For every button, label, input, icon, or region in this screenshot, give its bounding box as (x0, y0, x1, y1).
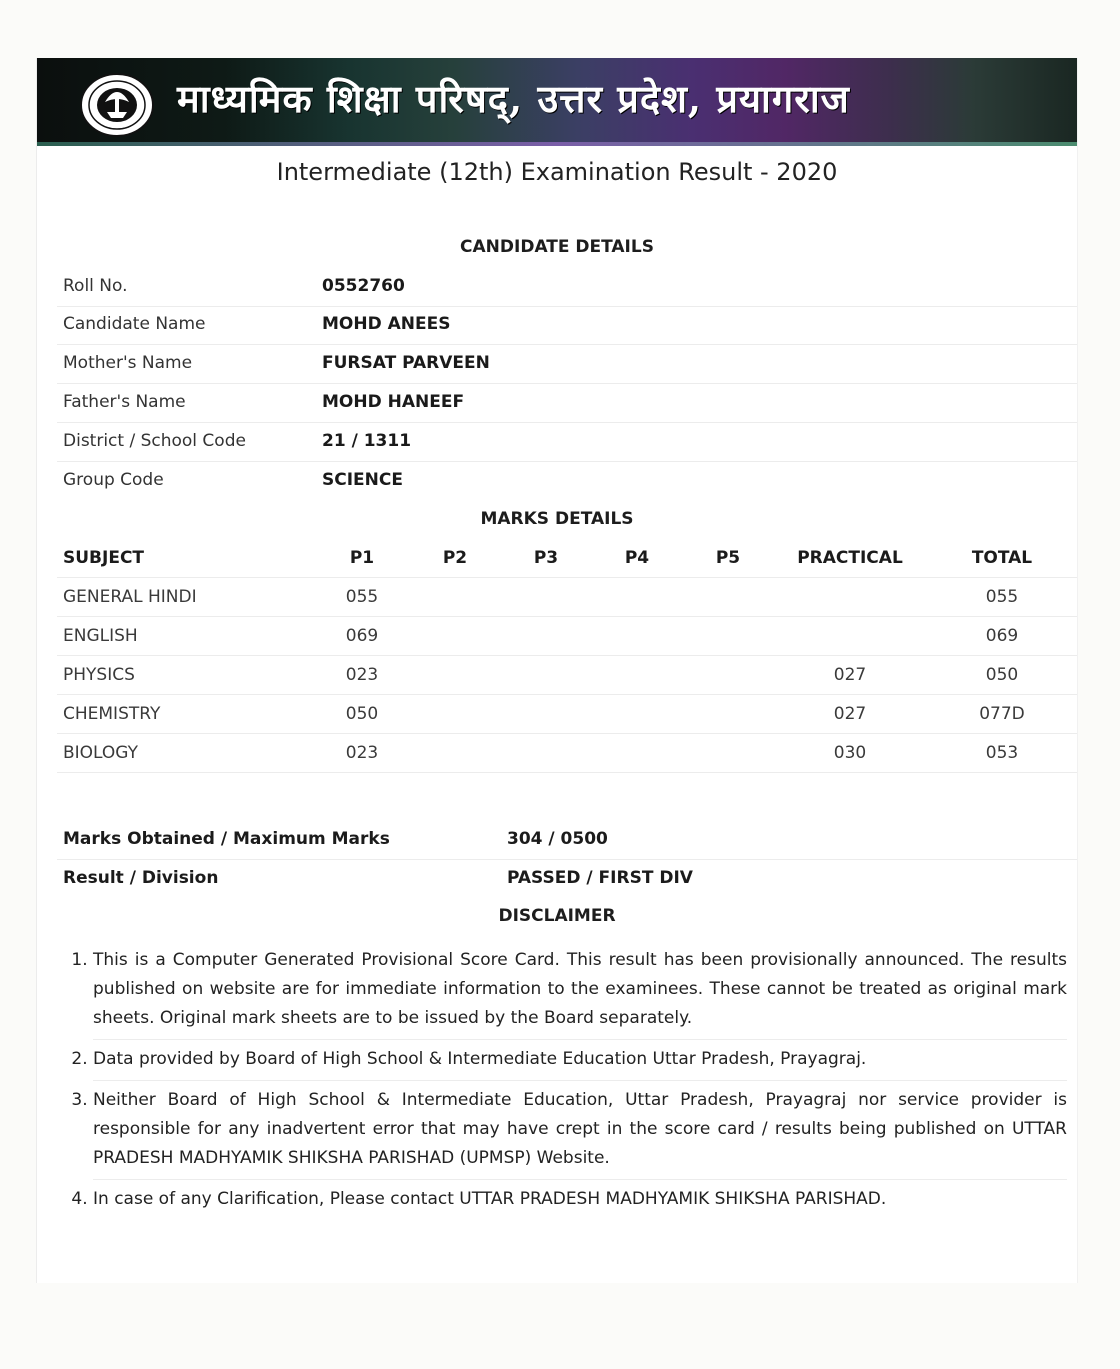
col-practical: PRACTICAL (797, 548, 903, 568)
field-value: 21 / 1311 (322, 431, 412, 451)
practical-marks: 027 (833, 665, 867, 685)
col-p1: P1 (349, 548, 375, 568)
marks-summary-value: 304 / 0500 (507, 829, 608, 849)
result-value: PASSED / FIRST DIV (507, 868, 693, 888)
p1-marks: 055 (345, 587, 379, 607)
marks-summary-row (57, 821, 1077, 860)
candidate-row-district (57, 423, 1077, 462)
disclaimer-item: 3. Neither Board of High School & Intermediate Education, Uttar Pradesh, Prayagraj nor service provider is responsible for any inadvertent error that may have crept in the score card / results being published on UTTAR PRADESH MADHYAMIK SHIKSHA PARISHAD (UPMSP) Website. (93, 1086, 1067, 1180)
candidate-row-group (57, 462, 1077, 500)
total-marks: 077D (979, 704, 1025, 724)
subject-name: ENGLISH (63, 626, 138, 646)
field-label: Candidate Name (63, 314, 206, 334)
candidate-row-name (57, 306, 1077, 345)
p1-marks: 069 (345, 626, 379, 646)
subject-name: BIOLOGY (63, 743, 139, 763)
field-label: Group Code (63, 470, 164, 490)
candidate-details-heading: CANDIDATE DETAILS (460, 237, 654, 257)
disclaimer-item: 2. Data provided by Board of High School & Intermediate Education Uttar Pradesh, Prayagraj. (93, 1045, 1067, 1081)
field-label: Mother's Name (63, 353, 193, 373)
candidate-row-mother (57, 345, 1077, 384)
exam-title: Intermediate (12th) Examination Result - 2020 (276, 158, 838, 186)
marks-summary-label: Marks Obtained / Maximum Marks (63, 829, 390, 849)
p1-marks: 050 (345, 704, 379, 724)
table-row (57, 656, 1077, 695)
total-marks: 053 (985, 743, 1019, 763)
field-value: MOHD ANEES (322, 314, 451, 334)
field-label: Roll No. (63, 276, 128, 296)
result-row (57, 860, 1077, 898)
col-p5: P5 (715, 548, 741, 568)
col-subject: SUBJECT (63, 548, 145, 568)
table-row (57, 734, 1077, 773)
total-marks: 055 (985, 587, 1019, 607)
result-label: Result / Division (63, 868, 219, 888)
board-title-hindi: माध्यमिक शिक्षा परिषद्, उत्तर प्रदेश, प्रयागराज (177, 76, 850, 121)
candidate-row-father (57, 384, 1077, 423)
candidate-row-roll (57, 268, 1077, 307)
field-label: Father's Name (63, 392, 186, 412)
result-page (36, 58, 1078, 1283)
total-marks: 069 (985, 626, 1019, 646)
field-label: District / School Code (63, 431, 246, 451)
field-value: FURSAT PARVEEN (322, 353, 490, 373)
subject-name: GENERAL HINDI (63, 587, 197, 607)
marks-header-row (57, 539, 1077, 578)
col-p3: P3 (533, 548, 559, 568)
col-total: TOTAL (971, 548, 1033, 568)
header-banner (37, 58, 1077, 146)
total-marks: 050 (985, 665, 1019, 685)
field-value: MOHD HANEEF (322, 392, 465, 412)
practical-marks: 027 (833, 704, 867, 724)
subject-name: PHYSICS (63, 665, 135, 685)
disclaimer-heading: DISCLAIMER (498, 906, 616, 926)
practical-marks: 030 (833, 743, 867, 763)
disclaimer-item: 4. In case of any Clarification, Please contact UTTAR PRADESH MADHYAMIK SHIKSHA PARISHAD. (93, 1185, 1067, 1220)
disclaimer-item: 1. This is a Computer Generated Provisional Score Card. This result has been provisionally announced. The results published on website are for immediate information to the examinees. These cannot be treated as original mark sheets. Original mark sheets are to be issued by the Board separately. (93, 946, 1067, 1040)
field-value: SCIENCE (322, 470, 403, 490)
subject-name: CHEMISTRY (63, 704, 161, 724)
field-value: 0552760 (322, 276, 405, 296)
table-row (57, 578, 1077, 617)
disclaimer-list (67, 946, 1067, 1225)
upmsp-seal-icon (79, 72, 155, 138)
table-row (57, 617, 1077, 656)
marks-details-heading: MARKS DETAILS (480, 509, 634, 529)
col-p4: P4 (624, 548, 650, 568)
p1-marks: 023 (345, 665, 379, 685)
p1-marks: 023 (345, 743, 379, 763)
table-row (57, 695, 1077, 734)
col-p2: P2 (442, 548, 468, 568)
